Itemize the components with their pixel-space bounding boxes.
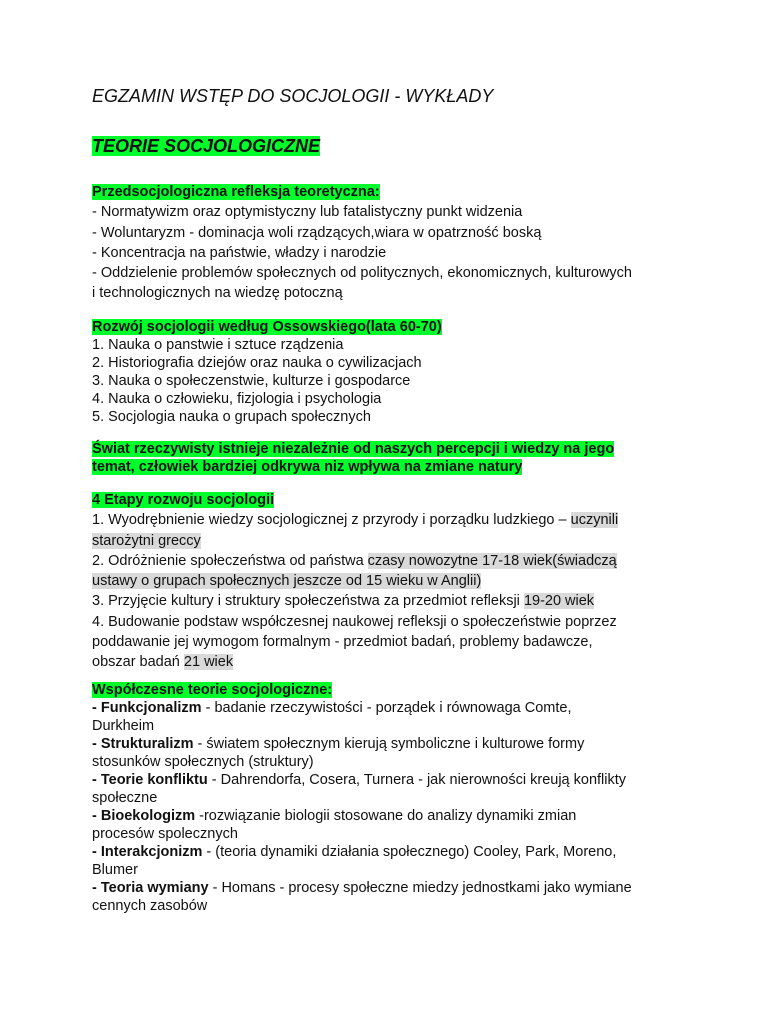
prescience-section: [92, 182, 692, 304]
stage-item-1: 1. Wyodrębnienie wiedzy socjologicznej z przyrody i porządku ludzkiego – uczynili: [92, 512, 619, 529]
ossowski-item: 4. Nauka o człowieku, fizjologia i psychologia: [92, 391, 382, 407]
theory-item: - Bioekologizm -rozwiązanie biologii stosowane do analizy dynamiki zmian procesów spolecznych: [92, 808, 577, 842]
prescience-line: - Normatywizm oraz optymistyczny lub fatalistyczny punkt widzenia: [92, 204, 523, 221]
ossowski-item: 5. Socjologia nauka o grupach społecznych: [92, 409, 371, 425]
reality-line-2: temat, człowiek bardziej odkrywa niz wpływa na zmiane natury: [92, 459, 523, 475]
prescience-line: - Oddzielenie problemów społecznych od politycznych, ekonomicznych, kulturowych: [92, 265, 632, 282]
stages-section: 4 Etapy rozwoju socjologii 1. Wyodrębnienie wiedzy socjologicznej z przyrody i porządku ludzkiego – uczynili starożytni greccy 2. Odróżnienie społeczeństwa od państwa czasy nowozytne 17-18 wiek(świadczą ustawy o grupach społecznych jeszcze od 15 wieku w Anglii) 3. Przyjęcie kultury i struktury społeczeństwa za przedmiot refleksji 19-20 wiek 4. Budowanie podstaw współczesnej naukowej refleksji o społeczeństwie poprzez poddawanie jej wymogom formalnym - przedmiot badań, problemy badawcze, obszar badań 21 wiek: [92, 490, 692, 673]
theory-term: - Teorie konfliktu: [92, 772, 208, 788]
theory-term: - Strukturalizm: [92, 736, 194, 752]
document-title: EGZAMIN WSTĘP DO SOCJOLOGII - WYKŁADY: [92, 86, 494, 106]
theory-term: - Teoria wymiany: [92, 880, 209, 896]
theory-term: - Bioekologizm: [92, 808, 196, 824]
stages-heading: 4 Etapy rozwoju socjologii: [92, 492, 275, 508]
theory-item: - Interakcjonizm - (teoria dynamiki działania społecznego) Cooley, Park, Moreno, Blumer: [92, 844, 617, 878]
section-title: [92, 136, 320, 157]
prescience-line: i technologicznych na wiedzę potoczną: [92, 285, 343, 302]
theory-item: - Teorie konfliktu - Dahrendorfa, Cosera, Turnera - jak nierowności kreują konflikty społeczne: [92, 772, 627, 806]
stage-1-era: uczynili: [570, 512, 619, 529]
prescience-heading: Przedsocjologiczna refleksja teoretyczna:: [92, 184, 380, 200]
ossowski-item: 3. Nauka o społeczenstwie, kulturze i gospodarce: [92, 373, 411, 389]
theory-term: - Funkcjonalizm: [92, 700, 202, 716]
modern-theories-section: [92, 681, 692, 915]
reality-statement: [92, 440, 692, 476]
reality-line-1: Świat rzeczywisty istnieje niezależnie od naszych percepcji i wiedzy na jego: [92, 441, 615, 457]
stage-item-2: 2. Odróżnienie społeczeństwa od państwa czasy nowozytne 17-18 wiek(świadczą: [92, 552, 617, 569]
prescience-line: - Koncentracja na państwie, władzy i narodzie: [92, 244, 387, 261]
stage-item-4: 4. Budowanie podstaw współczesnej naukowej refleksji o społeczeństwie poprzez: [92, 613, 617, 630]
stage-3-era: 19-20 wiek: [523, 593, 595, 610]
modern-theories-heading: Współczesne teorie socjologiczne:: [92, 682, 333, 698]
ossowski-item: 2. Historiografia dziejów oraz nauka o cywilizacjach: [92, 355, 422, 371]
ossowski-item: 1. Nauka o panstwie i sztuce rządzenia: [92, 337, 344, 353]
section-title-text: TEORIE SOCJOLOGICZNE: [92, 136, 321, 156]
theory-item: - Teoria wymiany - Homans - procesy społeczne miedzy jednostkami jako wymiane cennych zasobów: [92, 880, 632, 914]
stage-4-era: 21 wiek: [183, 654, 234, 671]
ossowski-heading: Rozwój socjologii według Ossowskiego(lata 60-70): [92, 319, 442, 335]
stage-2-era: czasy nowozytne 17-18 wiek(świadczą: [367, 552, 617, 569]
stage-2-era-cont: ustawy o grupach społecznych jeszcze od 15 wieku w Anglii): [92, 573, 482, 590]
prescience-line: - Woluntaryzm - dominacja woli rządzących,wiara w opatrzność boską: [92, 224, 542, 241]
theory-item: - Funkcjonalizm - badanie rzeczywistości - porządek i równowaga Comte, Durkheim: [92, 700, 572, 734]
stage-1-era-cont: starożytni greccy: [92, 532, 201, 549]
ossowski-section: [92, 318, 692, 426]
stage-item-3: 3. Przyjęcie kultury i struktury społeczeństwa za przedmiot refleksji 19-20 wiek: [92, 593, 595, 610]
theory-item: - Strukturalizm - światem społecznym kierują symboliczne i kulturowe formy stosunków społecznych (struktury): [92, 736, 585, 770]
theory-term: - Interakcjonizm: [92, 844, 203, 860]
